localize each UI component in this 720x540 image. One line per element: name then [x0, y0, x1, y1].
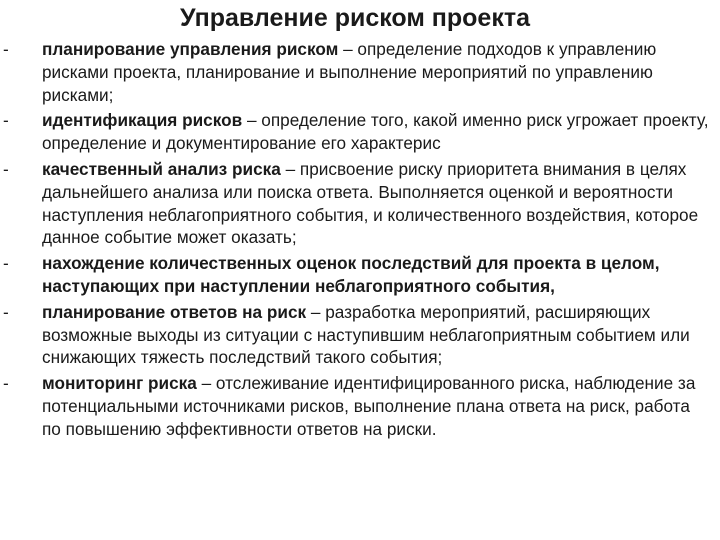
item-text: – определение подходов к управлению рисками проекта, планирование и выполнение мероприятий по управлению рисками; [42, 39, 657, 105]
list-item-quantitative-estimates [0, 252, 712, 298]
list-item-monitoring [0, 372, 712, 440]
item-term: планирование ответов на риск [42, 301, 307, 322]
item-term: качественный анализ риска [42, 158, 281, 179]
list-item-identification [0, 109, 712, 155]
item-text: – определение того, какой именно риск угрожает проекту, определение и документирование его характерис [42, 110, 709, 154]
item-term: нахождение количественных оценок последствий для проекта в целом, наступающих при наступлении неблагоприятного события, [42, 253, 660, 296]
bullet-dash: - [3, 253, 9, 274]
list-item-qualitative-analysis [0, 158, 712, 249]
bullet-list [0, 38, 712, 444]
bullet-dash: - [3, 39, 9, 59]
list-item-planning [0, 38, 712, 106]
item-term: мониторинг риска [42, 373, 197, 394]
bullet-dash: - [3, 110, 9, 131]
item-term: идентификация рисков [42, 110, 243, 131]
list-item-response-planning [0, 301, 712, 369]
item-text: – отслеживание идентифицированного риска, наблюдение за потенциальными источниками рисков, выполнение плана ответа на риск, работа по повышению эффективности ответов на риски. [42, 373, 696, 439]
item-text: – разработка мероприятий, расширяющих возможные выходы из ситуации с наступившим неблагоприятным событием или снижающих тяжесть последствий такого события; [42, 301, 690, 368]
bullet-dash: - [3, 301, 9, 322]
item-term: планирование управления риском [42, 39, 339, 59]
bullet-dash: - [3, 373, 9, 394]
bullet-dash: - [3, 158, 9, 179]
slide-title: Управление риском проекта [180, 4, 530, 32]
item-text: – присвоение риску приоритета внимания в целях дальнейшего анализа или поиска ответа. Выполняется оценкой и вероятности наступления неблагоприятного события, и количественного воздействия, которое данное событие может оказать; [42, 158, 699, 248]
